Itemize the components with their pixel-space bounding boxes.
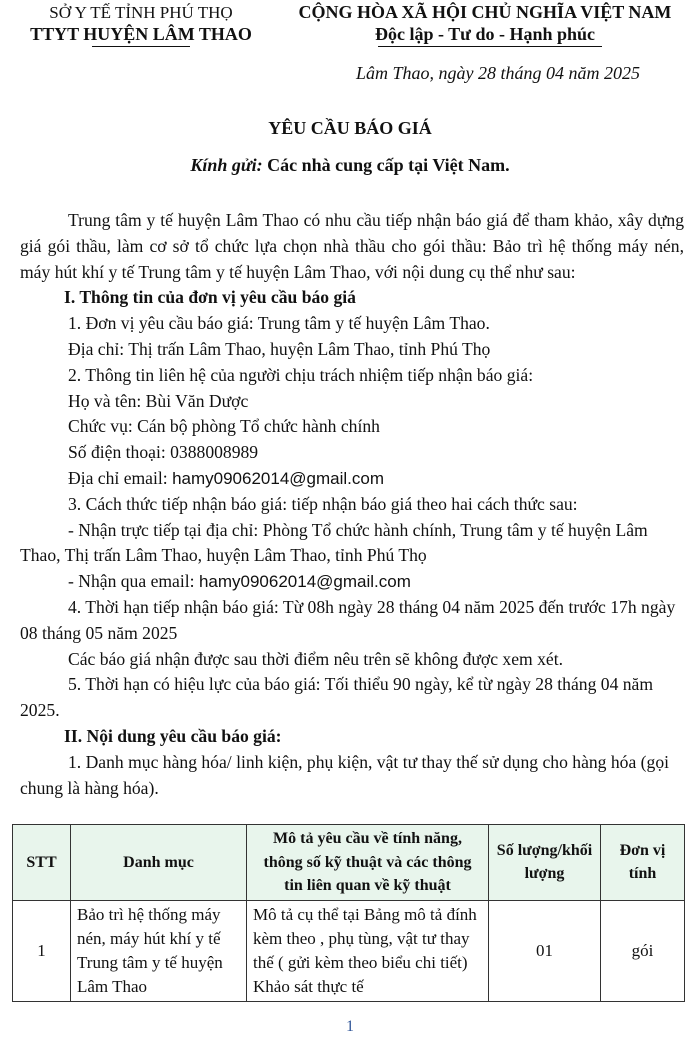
issuer-underline bbox=[92, 46, 190, 47]
receive-email-line bbox=[20, 569, 684, 595]
contact-email-line bbox=[20, 466, 684, 492]
document-title: YÊU CẦU BÁO GIÁ bbox=[268, 118, 432, 138]
contact-position: Chức vụ: Cán bộ phòng Tổ chức hành chính bbox=[68, 416, 380, 437]
header-unit: Đơn vị tính bbox=[601, 825, 685, 901]
cell-unit: gói bbox=[601, 900, 685, 1001]
issuer-parent: SỞ Y TẾ TỈNH PHÚ THỌ bbox=[49, 3, 233, 22]
receive-direct: - Nhận trực tiếp tại địa chỉ: Phòng Tổ chức hành chính, Trung tâm y tế huyện Lâm Thao, Thị trấn Lâm Thao, huyện Lâm Thao, tỉnh Phú Thọ bbox=[20, 519, 648, 566]
receive-email-link[interactable]: hamy09062014@gmail.com bbox=[198, 572, 411, 592]
section2-heading: II. Nội dung yêu cầu báo giá: bbox=[64, 725, 282, 746]
issuer-block bbox=[20, 2, 262, 46]
document-body bbox=[20, 208, 684, 801]
cell-stt: 1 bbox=[13, 900, 71, 1001]
section1-item5: 5. Thời hạn có hiệu lực của báo giá: Tối thiểu 90 ngày, kể từ ngày 28 tháng 04 năm 2025. bbox=[20, 674, 654, 721]
table-header-row bbox=[13, 825, 685, 901]
section2-item1: 1. Danh mục hàng hóa/ linh kiện, phụ kiện, vật tư thay thế sử dụng cho hàng hóa (gọi chung là hàng hóa). bbox=[20, 751, 670, 798]
document-header bbox=[0, 0, 700, 60]
motto-underline bbox=[378, 46, 602, 47]
country-name: CỘNG HÒA XÃ HỘI CHỦ NGHĨA VIỆT NAM bbox=[298, 2, 672, 22]
recipient-label: Kính gửi: bbox=[190, 155, 263, 175]
section1-item4: 4. Thời hạn tiếp nhận báo giá: Từ 08h ngày 28 tháng 04 năm 2025 đến trước 17h ngày 08 tháng 05 năm 2025 bbox=[20, 596, 676, 643]
cell-quantity: 01 bbox=[489, 900, 601, 1001]
receive-email-label: - Nhận qua email: bbox=[68, 571, 195, 592]
section1-heading: I. Thông tin của đơn vị yêu cầu báo giá bbox=[64, 287, 356, 308]
date-line: Lâm Thao, ngày 28 tháng 04 năm 2025 bbox=[355, 63, 640, 83]
address-line: Địa chỉ: Thị trấn Lâm Thao, huyện Lâm Thao, tỉnh Phú Thọ bbox=[68, 338, 491, 359]
recipient-text: Các nhà cung cấp tại Việt Nam. bbox=[267, 155, 510, 175]
late-note: Các báo giá nhận được sau thời điểm nêu trên sẽ không được xem xét. bbox=[68, 648, 564, 669]
email-label: Địa chỉ email: bbox=[68, 467, 168, 488]
recipient-line bbox=[0, 152, 700, 178]
table-row bbox=[13, 900, 685, 1001]
intro-paragraph: Trung tâm y tế huyện Lâm Thao có nhu cầu tiếp nhận báo giá để tham khảo, xây dựng giá gói thầu, làm cơ sở tổ chức lựa chọn nhà thầu cho gói thầu: Bảo trì hệ thống máy nén, máy hút khí y tế Trung tâm y tế huyện Lâm Thao, với nội dung cụ thể như sau: bbox=[20, 210, 684, 282]
header-quantity: Số lượng/khối lượng bbox=[489, 825, 601, 901]
cell-description: Mô tả cụ thể tại Bảng mô tả đính kèm theo , phụ tùng, vật tư thay thế ( gửi kèm theo biểu chi tiết) Khảo sát thực tế bbox=[247, 900, 489, 1001]
header-item: Danh mục bbox=[71, 825, 247, 901]
issuer-name: TTYT HUYỆN LÂM THAO bbox=[30, 24, 252, 44]
header-description: Mô tả yêu cầu về tính năng, thông số kỹ thuật và các thông tin liên quan về kỹ thuật bbox=[247, 825, 489, 901]
goods-table bbox=[12, 824, 685, 1002]
cell-item: Bảo trì hệ thống máy nén, máy hút khí y tế Trung tâm y tế huyện Lâm Thao bbox=[71, 900, 247, 1001]
section1-item1: 1. Đơn vị yêu cầu báo giá: Trung tâm y tế huyện Lâm Thao. bbox=[68, 313, 490, 334]
national-motto-block bbox=[288, 2, 682, 46]
motto: Độc lập - Tư do - Hạnh phúc bbox=[374, 24, 596, 44]
header-stt: STT bbox=[13, 825, 71, 901]
section1-item3: 3. Cách thức tiếp nhận báo giá: tiếp nhận báo giá theo hai cách thức sau: bbox=[68, 493, 578, 514]
page-number: 1 bbox=[346, 1018, 354, 1035]
email-link[interactable]: hamy09062014@gmail.com bbox=[172, 468, 385, 488]
contact-name: Họ và tên: Bùi Văn Dược bbox=[68, 390, 249, 411]
contact-phone: Số điện thoại: 0388008989 bbox=[68, 442, 259, 463]
section1-item2: 2. Thông tin liên hệ của người chịu trách nhiệm tiếp nhận báo giá: bbox=[68, 364, 534, 385]
